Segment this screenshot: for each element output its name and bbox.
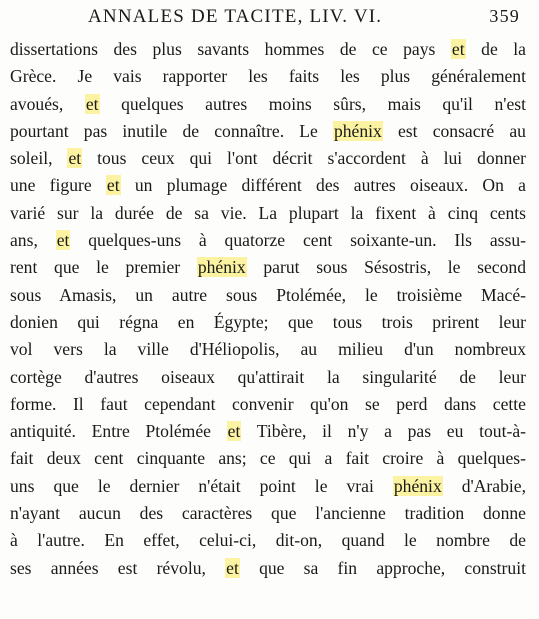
text-segment: d'Arabie, <box>442 475 526 496</box>
text-segment: rent que le premier <box>10 257 197 278</box>
text-segment: quelques autres moins sûrs, mais qu'il n'est <box>99 93 526 114</box>
text-segment: varié sur la durée de sa vie. La plupart la fixent à cinq cents <box>10 202 526 223</box>
text-line <box>10 282 526 309</box>
text-line <box>10 172 526 199</box>
text-segment: ses années est révolu, <box>10 557 226 578</box>
page-header <box>88 6 528 36</box>
highlighted-word: et <box>106 175 120 196</box>
text-line <box>10 118 526 145</box>
highlighted-word: et <box>227 421 241 442</box>
text-line <box>10 336 526 363</box>
text-segment: cortège d'autres oiseaux qu'attirait la singularité de leur <box>10 366 526 387</box>
highlighted-word: et <box>226 557 239 578</box>
highlighted-word: et <box>451 39 465 59</box>
highlighted-word: phénix <box>393 475 442 496</box>
text-line <box>10 254 526 281</box>
text-line <box>10 500 526 527</box>
highlighted-word: et <box>68 148 82 169</box>
page-number: 359 <box>489 6 520 26</box>
text-segment: sous Amasis, un autre sous Ptolémée, le troisième Macé- <box>10 284 526 305</box>
text-line <box>10 309 526 336</box>
text-segment: n'ayant aucun des caractères que l'ancienne tradition donne <box>10 503 526 524</box>
text-line <box>10 63 526 90</box>
text-segment: à l'autre. En effet, celui-ci, dit-on, quand le nombre de <box>10 530 526 551</box>
text-line <box>10 445 526 472</box>
highlighted-word: et <box>56 230 70 251</box>
text-segment: antiquité. Entre Ptolémée <box>10 421 227 442</box>
text-segment: avoués, <box>10 93 85 114</box>
running-head: ANNALES DE TACITE, LIV. VI. <box>88 6 383 27</box>
text-segment: une figure <box>10 175 106 196</box>
text-segment: tous ceux qui l'ont décrit s'accordent à lui donner <box>82 148 526 169</box>
text-segment: est consacré au <box>382 120 526 141</box>
text-segment: dissertations des plus savants hommes de ce pays <box>10 39 451 59</box>
body-text <box>10 36 526 582</box>
text-line <box>10 36 526 63</box>
text-segment: Tibère, il n'y a pas eu tout-à- <box>241 421 526 442</box>
text-line <box>10 555 526 582</box>
text-segment: quelques-uns à quatorze cent soixante-un. Ils assu- <box>70 230 526 251</box>
text-segment: ans, <box>10 230 56 251</box>
highlighted-word: phénix <box>333 120 382 141</box>
text-line <box>10 200 526 227</box>
text-line <box>10 227 526 254</box>
text-segment: un plumage différent des autres oiseaux. On a <box>120 175 526 196</box>
text-line <box>10 145 526 172</box>
text-segment: que sa fin approche, construit <box>239 557 526 578</box>
text-line <box>10 418 526 445</box>
text-segment: de la <box>465 39 526 59</box>
highlighted-word: phénix <box>197 257 246 278</box>
text-segment: parut sous Sésostris, le second <box>246 257 526 278</box>
text-segment: vol vers la ville d'Héliopolis, au milieu d'un nombreux <box>10 339 526 360</box>
text-line <box>10 391 526 418</box>
text-segment: soleil, <box>10 148 68 169</box>
text-segment: Grèce. Je vais rapporter les faits les plus généralement <box>10 66 526 87</box>
text-segment: fait deux cent cinquante ans; ce qui a fait croire à quelques- <box>10 448 526 469</box>
text-segment: forme. Il faut cependant convenir qu'on se perd dans cette <box>10 393 526 414</box>
text-line <box>10 364 526 391</box>
text-segment: donien qui régna en Égypte; que tous trois prirent leur <box>10 311 526 332</box>
text-segment: pourtant pas inutile de connaître. Le <box>10 120 333 141</box>
text-line <box>10 91 526 118</box>
text-segment: uns que le dernier n'était point le vrai <box>10 475 393 496</box>
highlighted-word: et <box>85 93 99 114</box>
text-line <box>10 473 526 500</box>
text-line <box>10 527 526 554</box>
